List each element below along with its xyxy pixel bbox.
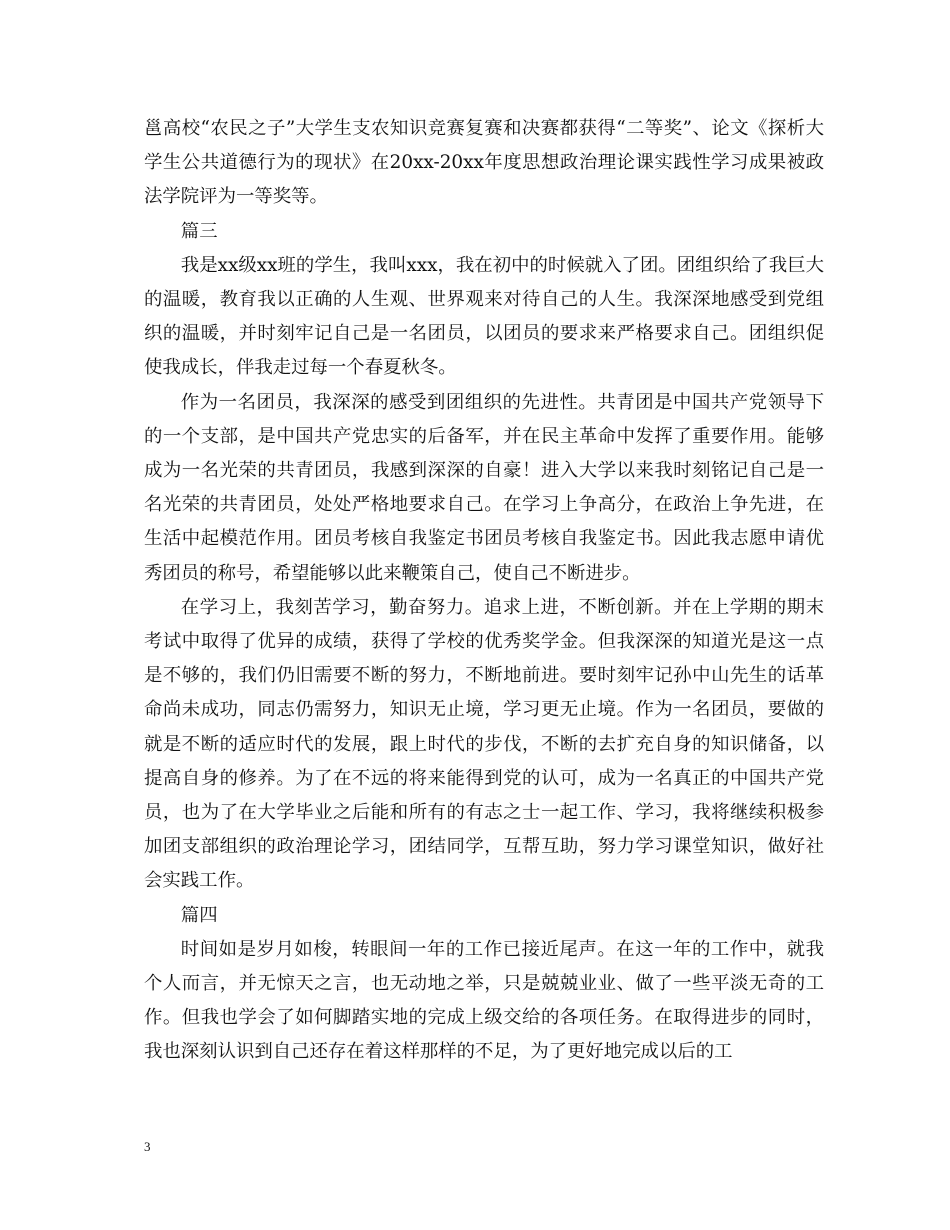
document-body: [144, 112, 824, 1070]
paragraph: 我是xx级xx班的学生，我叫xxx，我在初中的时候就入了团。团组织给了我巨大的温暖，教育我以正确的人生观、世界观来对待自己的人生。我深深地感受到党组织的温暖，并时刻牢记自己是一名团员，以团员的要求来严格要求自己。团组织促使我成长，伴我走过每一个春夏秋冬。: [144, 254, 824, 379]
paragraph: 在学习上，我刻苦学习，勤奋努力。追求上进，不断创新。并在上学期的期末考试中取得了优异的成绩，获得了学校的优秀奖学金。但我深深的知道光是这一点是不够的，我们仍旧需要不断的努力，不断地前进。要时刻牢记孙中山先生的话革命尚未成功，同志仍需努力，知识无止境，学习更无止境。作为一名团员，要做的就是不断的适应时代的发展，跟上时代的步伐，不断的去扩充自身的知识储备，以提高自身的修养。为了在不远的将来能得到党的认可，成为一名真正的中国共产党员，也为了在大学毕业之后能和所有的有志之士一起工作、学习，我将继续积极参加团支部组织的政治理论学习，团结同学，互帮互助，努力学习课堂知识，做好社会实践工作。: [144, 596, 824, 892]
paragraph: 作为一名团员，我深深的感受到团组织的先进性。共青团是中国共产党领导下的一个支部，是中国共产党忠实的后备军，并在民主革命中发挥了重要作用。能够成为一名光荣的共青团员，我感到深深的自豪！进入大学以来我时刻铭记自己是一名光荣的共青团员，处处严格地要求自己。在学习上争高分，在政治上争先进，在生活中起模范作用。团员考核自我鉴定书团员考核自我鉴定书。因此我志愿申请优秀团员的称号，希望能够以此来鞭策自己，使自己不断进步。: [144, 391, 824, 584]
section-heading-part-four: 篇四: [180, 904, 218, 926]
paragraph-continuation: 邕高校“农民之子”大学生支农知识竞赛复赛和决赛都获得“二等奖”、论文《探析大学生公共道德行为的现状》在20xx-20xx年度思想政治理论课实践性学习成果被政法学院评为一等奖等。: [144, 118, 824, 208]
section-heading-part-three: 篇三: [180, 220, 218, 242]
paragraph: 时间如是岁月如梭，转眼间一年的工作已接近尾声。在这一年的工作中，就我个人而言，并无惊天之言，也无动地之举，只是兢兢业业、做了一些平淡无奇的工作。但我也学会了如何脚踏实地的完成上级交给的各项任务。在取得进步的同时，我也深刻认识到自己还存在着这样那样的不足，为了更好地完成以后的工: [144, 938, 824, 1063]
page-number: 3: [144, 1139, 151, 1154]
